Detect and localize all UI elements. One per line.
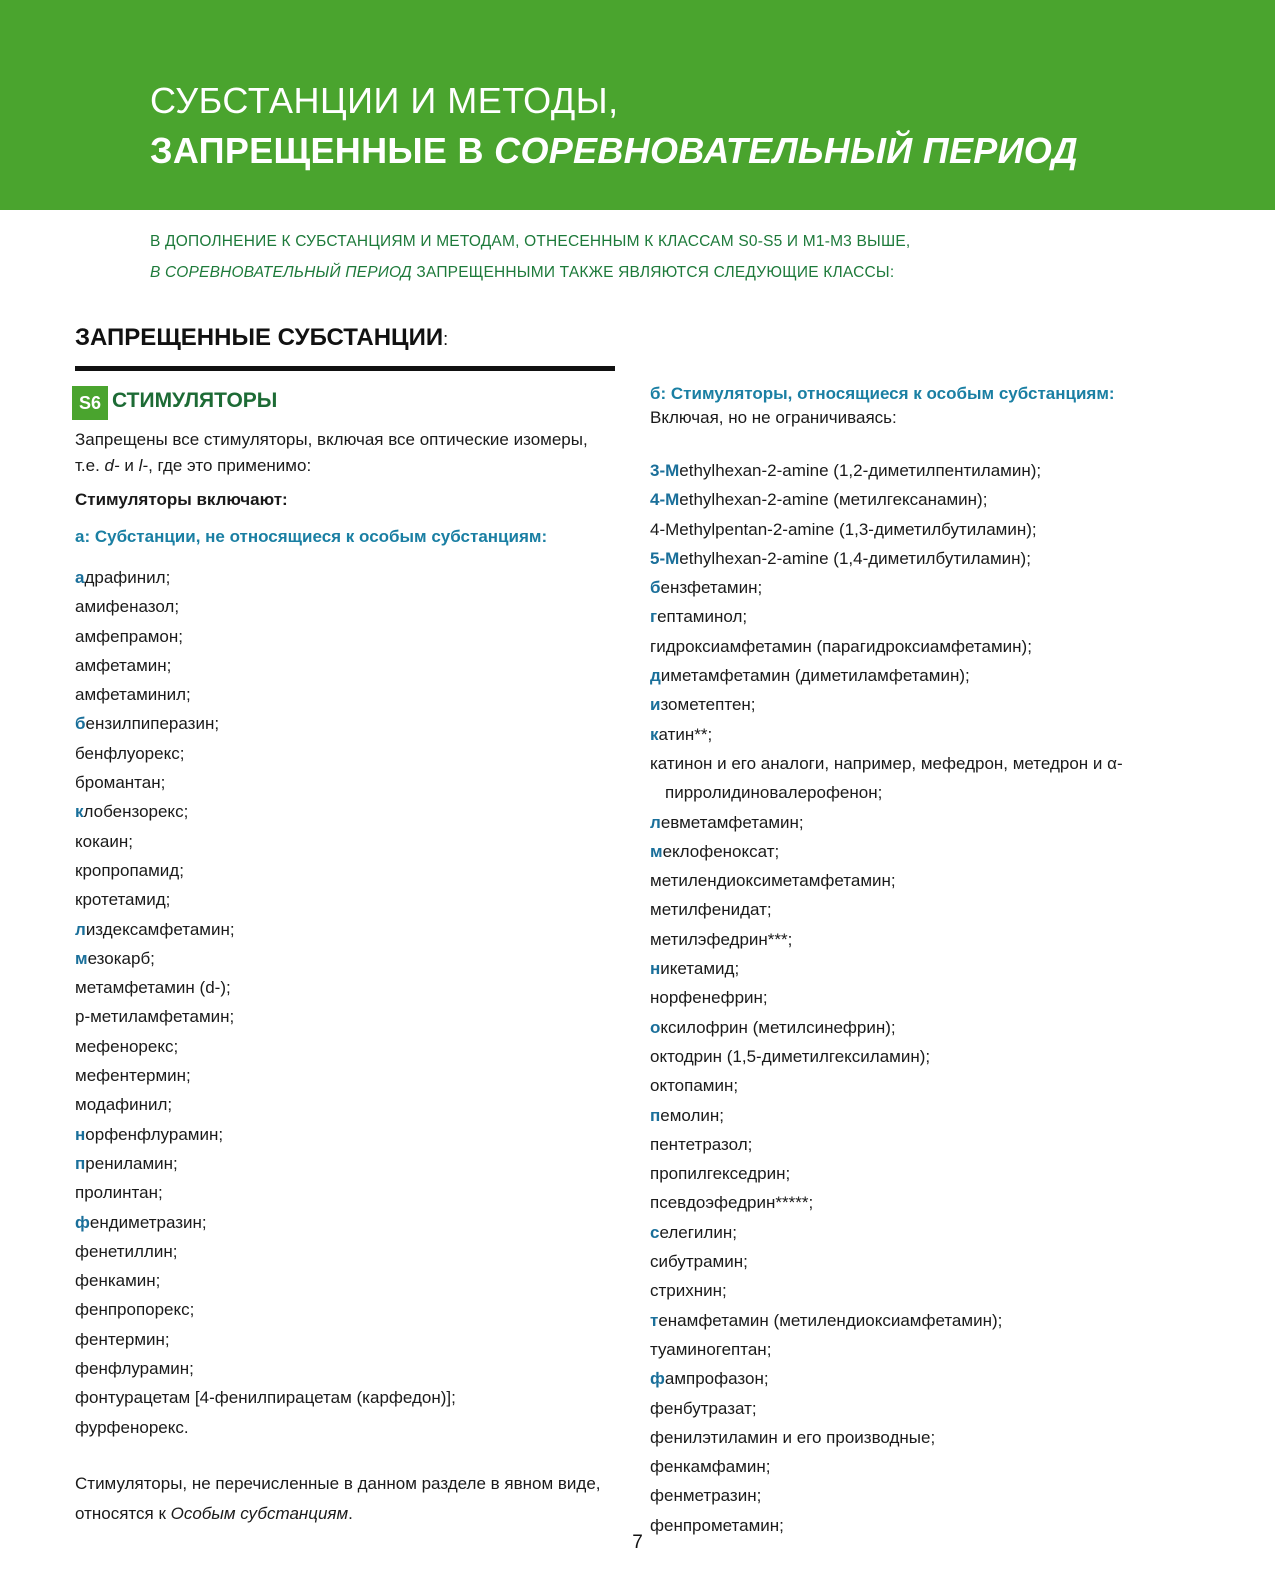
header-title-prefix: ЗАПРЕЩЕННЫЕ В bbox=[150, 130, 495, 171]
list-item-initial: 3-M bbox=[650, 461, 680, 480]
list-item-initial: о bbox=[650, 1017, 661, 1037]
list-item-text: ethylhexan-2-amine (1,4-диметилбутиламин); bbox=[679, 548, 1031, 568]
list-item bbox=[650, 983, 1210, 1012]
list-item-text: гидроксиамфетамин (парагидроксиамфетамин); bbox=[650, 636, 1032, 656]
list-item-text: фенбутразат; bbox=[650, 1398, 757, 1418]
list-item bbox=[650, 720, 1210, 749]
list-item-text: 4-Methylpentan-2-amine (1,3-диметилбутиламин); bbox=[650, 519, 1037, 539]
list-item-initial: б bbox=[75, 714, 86, 734]
list-item-text: кропропамид; bbox=[75, 860, 184, 880]
list-item-initial: т bbox=[650, 1310, 659, 1330]
list-item bbox=[650, 1188, 1210, 1217]
list-item bbox=[75, 1149, 615, 1178]
list-item bbox=[75, 1237, 615, 1266]
s6-title: СТИМУЛЯТОРЫ bbox=[112, 389, 278, 412]
section-divider bbox=[75, 366, 615, 371]
list-item bbox=[650, 1306, 1210, 1335]
intro-line1: В ДОПОЛНЕНИЕ К СУБСТАНЦИЯМ И МЕТОДАМ, ОТНЕСЕННЫМ К КЛАССАМ S0-S5 И М1-М3 ВЫШЕ, bbox=[150, 233, 911, 250]
list-item-initial: л bbox=[75, 919, 86, 939]
list-item-text: атин**; bbox=[658, 724, 713, 744]
list-item-text: метилэфедрин***; bbox=[650, 929, 793, 949]
list-item-initial: 5-M bbox=[650, 548, 680, 568]
intro-line2 bbox=[150, 257, 1150, 288]
list-item-initial: н bbox=[75, 1124, 86, 1144]
list-item-initial: п bbox=[75, 1153, 86, 1173]
list-item bbox=[75, 1325, 615, 1354]
intro-text bbox=[150, 226, 1150, 288]
list-item bbox=[650, 1218, 1210, 1247]
list-item bbox=[75, 592, 615, 621]
list-item-text: сибутрамин; bbox=[650, 1252, 748, 1272]
list-item-text: издексамфетамин; bbox=[85, 919, 235, 939]
list-item-text: октопамин; bbox=[650, 1076, 739, 1096]
list-item bbox=[75, 1032, 615, 1061]
list-item-initial: г bbox=[650, 607, 658, 627]
list-item-text: кротетамид; bbox=[75, 890, 171, 910]
list-item-text: ксилофрин (метилсинефрин); bbox=[660, 1017, 896, 1037]
list-item bbox=[650, 573, 1210, 602]
footnote-part1: Стимуляторы, не перечисленные в данном разделе в явном виде, относятся к bbox=[75, 1474, 601, 1523]
list-item-initial: 4-M bbox=[650, 490, 680, 510]
list-item bbox=[75, 1002, 615, 1031]
list-item-text: метилендиоксиметамфетамин; bbox=[650, 871, 896, 891]
list-item bbox=[650, 954, 1210, 983]
list-item bbox=[75, 651, 615, 680]
list-item bbox=[75, 1120, 615, 1149]
list-item-text: рениламин; bbox=[85, 1153, 178, 1173]
list-item-initial: а bbox=[75, 568, 85, 587]
subsection-b-title: б: Стимуляторы, относящиеся к особым субстанциям: bbox=[650, 384, 1115, 403]
list-item-text: амфетамин; bbox=[75, 655, 172, 675]
desc-end: , где это применимо: bbox=[148, 456, 312, 475]
list-item-text: евметамфетамин; bbox=[660, 812, 804, 832]
list-item bbox=[75, 1413, 615, 1442]
list-item bbox=[75, 944, 615, 973]
list-item-text: иметамфетамин (диметиламфетамин); bbox=[660, 666, 970, 686]
list-item-text: фенетиллин; bbox=[75, 1241, 178, 1261]
list-item bbox=[75, 1295, 615, 1324]
list-item bbox=[75, 1383, 615, 1412]
list-item-text: мефентермин; bbox=[75, 1066, 191, 1086]
list-item-text: бромантан; bbox=[75, 773, 166, 793]
list-item bbox=[650, 1335, 1210, 1364]
list-item bbox=[75, 680, 615, 709]
list-item-text: пролинтан; bbox=[75, 1183, 163, 1203]
list-item bbox=[75, 739, 615, 768]
list-item-text: фенпропорекс; bbox=[75, 1300, 195, 1320]
list-item bbox=[75, 709, 615, 738]
list-item-initial: м bbox=[650, 841, 663, 861]
list-item-text: р-метиламфетамин; bbox=[75, 1007, 235, 1027]
subsection-a-title: а: Субстанции, не относящиеся к особым субстанциям: bbox=[75, 527, 548, 546]
page-number: 7 bbox=[632, 1532, 643, 1553]
list-item bbox=[75, 768, 615, 797]
list-item-text: фенилэтиламин и его производные; bbox=[650, 1427, 936, 1447]
list-item-text: бенфлуорекс; bbox=[75, 743, 185, 763]
list-item-text: лобензорекс; bbox=[83, 802, 189, 822]
list-item bbox=[650, 515, 1210, 544]
list-item bbox=[650, 602, 1210, 631]
list-item-text: еклофеноксат; bbox=[662, 841, 780, 861]
list-item-text: драфинил; bbox=[84, 568, 171, 587]
s6-badge: S6 bbox=[72, 386, 108, 420]
list-item-initial: м bbox=[75, 948, 88, 968]
list-item-text: фонтурацетам [4-фенилпирацетам (карфедон)]; bbox=[75, 1388, 456, 1408]
list-item bbox=[650, 1071, 1210, 1100]
section-title-colon: : bbox=[443, 329, 449, 349]
list-item-text: ампрофазон; bbox=[664, 1369, 769, 1389]
list-item-text: езокарб; bbox=[87, 948, 155, 968]
header-banner bbox=[0, 0, 1275, 210]
list-item-text: кокаин; bbox=[75, 831, 133, 851]
list-item bbox=[650, 1276, 1210, 1305]
list-item-initial: ф bbox=[75, 1212, 90, 1232]
header-title-italic: СОРЕВНОВАТЕЛЬНЫЙ ПЕРИОД bbox=[494, 130, 1078, 171]
left-substance-list bbox=[75, 563, 615, 1442]
list-item-initial: д bbox=[650, 666, 661, 686]
footnote bbox=[75, 1469, 625, 1529]
list-item bbox=[650, 1481, 1210, 1510]
list-item-text: ethylhexan-2-amine (метилгексанамин); bbox=[679, 490, 988, 510]
desc-l: l- bbox=[138, 456, 149, 475]
footnote-end: . bbox=[348, 1504, 353, 1523]
intro-line2-italic: В СОРЕВНОВАТЕЛЬНЫЙ ПЕРИОД bbox=[150, 264, 412, 281]
list-item-initial: н bbox=[650, 959, 661, 979]
intro-line2-rest: ЗАПРЕЩЕННЫМИ ТАКЖЕ ЯВЛЯЮТСЯ СЛЕДУЮЩИЕ КЛАССЫ: bbox=[411, 264, 895, 281]
list-item-initial: и bbox=[650, 695, 661, 715]
list-item-text: елегилин; bbox=[659, 1222, 737, 1242]
list-item bbox=[650, 661, 1210, 690]
list-item bbox=[650, 925, 1210, 954]
list-item bbox=[650, 1101, 1210, 1130]
list-item-text: фенпрометамин; bbox=[650, 1515, 784, 1535]
list-item-text: икетамид; bbox=[660, 959, 740, 979]
list-item bbox=[650, 690, 1210, 719]
list-item bbox=[650, 808, 1210, 837]
list-item bbox=[650, 1159, 1210, 1188]
list-item-text: ендиметразин; bbox=[89, 1212, 207, 1232]
list-item bbox=[650, 895, 1210, 924]
list-item-text: ензилпиперазин; bbox=[85, 714, 220, 734]
list-item-text: мефенорекс; bbox=[75, 1036, 179, 1056]
list-item-text: пропилгекседрин; bbox=[650, 1164, 791, 1184]
list-item bbox=[650, 1423, 1210, 1452]
list-item-text: стрихнин; bbox=[650, 1281, 727, 1301]
list-item bbox=[75, 885, 615, 914]
list-item-initial: б bbox=[650, 578, 661, 598]
header-title-line2 bbox=[150, 130, 1078, 172]
list-item bbox=[75, 827, 615, 856]
list-item bbox=[650, 1130, 1210, 1159]
section-title bbox=[75, 324, 448, 352]
list-item-text: фентермин; bbox=[75, 1329, 170, 1349]
list-item bbox=[650, 837, 1210, 866]
list-item bbox=[650, 1452, 1210, 1481]
list-item bbox=[75, 856, 615, 885]
list-item-initial: л bbox=[650, 812, 661, 832]
list-item-text: метамфетамин (d-); bbox=[75, 978, 231, 998]
header-title-line1: СУБСТАНЦИИ И МЕТОДЫ, bbox=[150, 80, 619, 121]
list-item bbox=[650, 1013, 1210, 1042]
right-substance-list bbox=[650, 456, 1210, 1540]
list-item bbox=[650, 1364, 1210, 1393]
list-item-text: ензфетамин; bbox=[660, 578, 763, 598]
list-item bbox=[650, 485, 1210, 514]
footnote-italic: Особым субстанциям bbox=[170, 1504, 349, 1523]
list-item bbox=[650, 544, 1210, 573]
list-item bbox=[650, 866, 1210, 895]
list-item bbox=[650, 1042, 1210, 1071]
list-item-initial: к bbox=[75, 802, 84, 822]
list-item-text: туаминогептан; bbox=[650, 1339, 772, 1359]
list-item-text: фурфенорекс. bbox=[75, 1417, 189, 1437]
list-item bbox=[75, 563, 615, 592]
subsection-b-includes: Включая, но не ограничиваясь: bbox=[650, 408, 897, 427]
list-item bbox=[75, 1090, 615, 1119]
list-item bbox=[75, 797, 615, 826]
list-item-initial: к bbox=[650, 724, 659, 744]
list-item-text: псевдоэфедрин*****; bbox=[650, 1193, 814, 1213]
includes-label: Стимуляторы включают: bbox=[75, 490, 288, 509]
desc-mid: и bbox=[119, 456, 139, 475]
list-item bbox=[75, 1354, 615, 1383]
list-item-text: фенфлурамин; bbox=[75, 1359, 194, 1379]
list-item-text: норфенефрин; bbox=[650, 988, 768, 1008]
list-item bbox=[75, 1208, 615, 1237]
list-item-text: ептаминол; bbox=[657, 607, 748, 627]
list-item-text: фенкамфамин; bbox=[650, 1457, 771, 1477]
list-item-initial: ф bbox=[650, 1369, 665, 1389]
list-item-initial: с bbox=[650, 1222, 660, 1242]
list-item-initial: п bbox=[650, 1105, 661, 1125]
list-item-text: фенкамин; bbox=[75, 1271, 161, 1291]
list-item-text: амфепрамон; bbox=[75, 626, 183, 646]
list-item-text: модафинил; bbox=[75, 1095, 173, 1115]
list-item bbox=[75, 973, 615, 1002]
list-item-text: катинон и его аналоги, например, мефедрон, метедрон и α-пирролидиновалерофенон; bbox=[650, 753, 1123, 803]
list-item bbox=[75, 1266, 615, 1295]
list-item bbox=[75, 1061, 615, 1090]
list-item bbox=[650, 749, 1210, 808]
list-item-text: орфенфлурамин; bbox=[85, 1124, 224, 1144]
s6-description bbox=[75, 427, 595, 479]
list-item-text: емолин; bbox=[660, 1105, 725, 1125]
list-item-text: октодрин (1,5-диметилгексиламин); bbox=[650, 1046, 931, 1066]
list-item-text: ethylhexan-2-amine (1,2-диметилпентиламин); bbox=[679, 461, 1042, 480]
list-item-text: амфетаминил; bbox=[75, 685, 191, 705]
section-title-text: ЗАПРЕЩЕННЫЕ СУБСТАНЦИИ bbox=[75, 324, 444, 351]
list-item-text: енамфетамин (метилендиоксиамфетамин); bbox=[658, 1310, 1003, 1330]
list-item bbox=[650, 456, 1210, 485]
list-item-text: амифеназол; bbox=[75, 597, 180, 617]
list-item-text: фенметразин; bbox=[650, 1486, 762, 1506]
desc-part1: Запрещены все стимуляторы, включая все оптические изомеры, т.е. bbox=[75, 430, 588, 475]
list-item bbox=[650, 1247, 1210, 1276]
list-item bbox=[75, 1178, 615, 1207]
desc-d: d- bbox=[104, 456, 120, 475]
list-item-text: пентетразол; bbox=[650, 1134, 753, 1154]
list-item bbox=[75, 915, 615, 944]
list-item bbox=[650, 1394, 1210, 1423]
list-item-text: зометептен; bbox=[660, 695, 756, 715]
list-item-text: метилфенидат; bbox=[650, 900, 772, 920]
list-item bbox=[75, 622, 615, 651]
list-item bbox=[650, 632, 1210, 661]
